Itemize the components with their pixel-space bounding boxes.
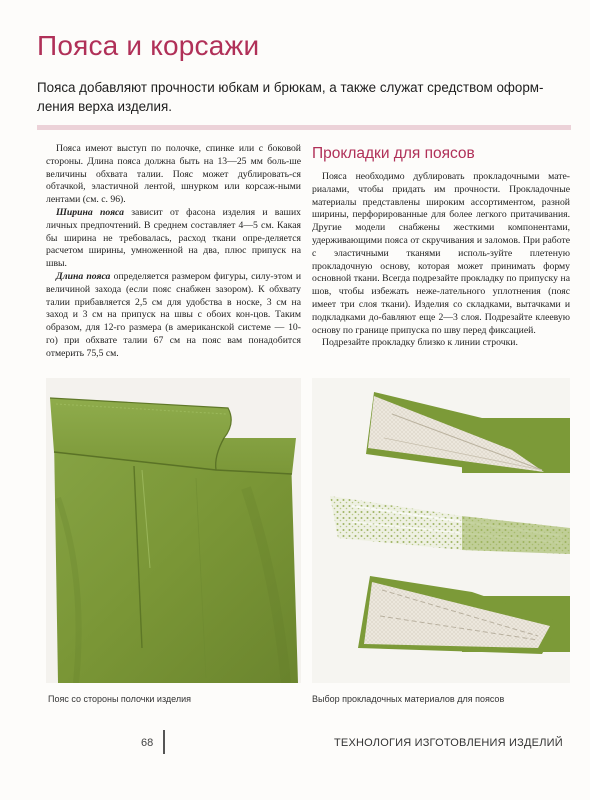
- footer-divider: [163, 730, 165, 754]
- right-figure-caption: Выбор прокладочных материалов для поясов: [312, 694, 505, 704]
- left-text-column: [46, 143, 301, 361]
- page-title: Пояса и корсажи: [37, 30, 260, 61]
- intro-text: Пояса добавляют прочности юбкам и брюкам, а также служат средством оформ-ления верха изделия.: [37, 80, 544, 114]
- right-paragraph-1: Пояса необходимо дублировать прокладочными мате-риалами, чтобы придать им прочности. Прокладочные материалы представлены широким ассортиментом, разной ширины, перфорированные для более легкого притачивания. Другие модели снабжены жесткими компонентами, удерживающими пояса от скручивания и заломов. При работе с эластичными тканями исполь-зуйте плетеную прокладочную основу, которая может принимать форму основной ткани. Всегда подрезайте прокладку по припуску на шов, чтобы избежать неже-лательного уплотнения (пояс имеет три слоя ткани). Изделия со складками, вытачками и подкладками до-бавляют еще 2—3 слоя. Подрезайте клеевую основу по границе припуска по шву перед фиксацией.: [312, 171, 570, 336]
- right-paragraph-2: Подрезайте прокладку близко к линии строчки.: [322, 337, 518, 349]
- header-rule: [37, 125, 571, 130]
- waistband-photo: [46, 378, 301, 683]
- interfacing-photo: [312, 378, 570, 683]
- section-heading-interfacing: Прокладки для поясов: [312, 145, 475, 162]
- right-text-column: [312, 171, 570, 350]
- left-paragraph-3: [46, 271, 301, 361]
- left-figure-caption: Пояс со стороны полочки изделия: [48, 694, 191, 704]
- left-paragraph-1: Пояса имеют выступ по полочке, спинке или с боковой стороны. Длина пояса должна быть на 13—25 мм боль-ше величины обхвата талии. Пояс может дублировать-ся обтачкой, эластичной лентой, шнурком или корсаж-ными лентами (см. с. 96).: [46, 143, 301, 206]
- left-paragraph-2: [46, 207, 301, 271]
- page-number: 68: [141, 737, 154, 749]
- left-paragraph-2-text: зависит от фасона изделия и ваших личных предпочтений. В среднем составляет 4—5 см. Какая бы ширина не требовалась, расход ткани опре-деляется расчетом ширины, умноженной на два, плюс припуск на швы.: [46, 206, 301, 270]
- left-paragraph-3-text: определяется размером фигуры, силу-этом и величиной захода (если пояс снабжен зазором). К обхвату талии прибавляется 2,5 см для удобства в носке, 3 см на заход и 3 см на припуск на швы с обоих кон-цов. Таким образом, для 12-го размера (в американской системе — 10-го) при обхвате талии 67 см на пояс вам понадобится отмерить 75,5 см.: [46, 270, 302, 359]
- footer-section-title: ТЕХНОЛОГИЯ ИЗГОТОВЛЕНИЯ ИЗДЕЛИЙ: [334, 737, 563, 749]
- term-waist-length: Длина пояса: [56, 270, 111, 282]
- term-waist-width: Ширина пояса: [56, 206, 124, 218]
